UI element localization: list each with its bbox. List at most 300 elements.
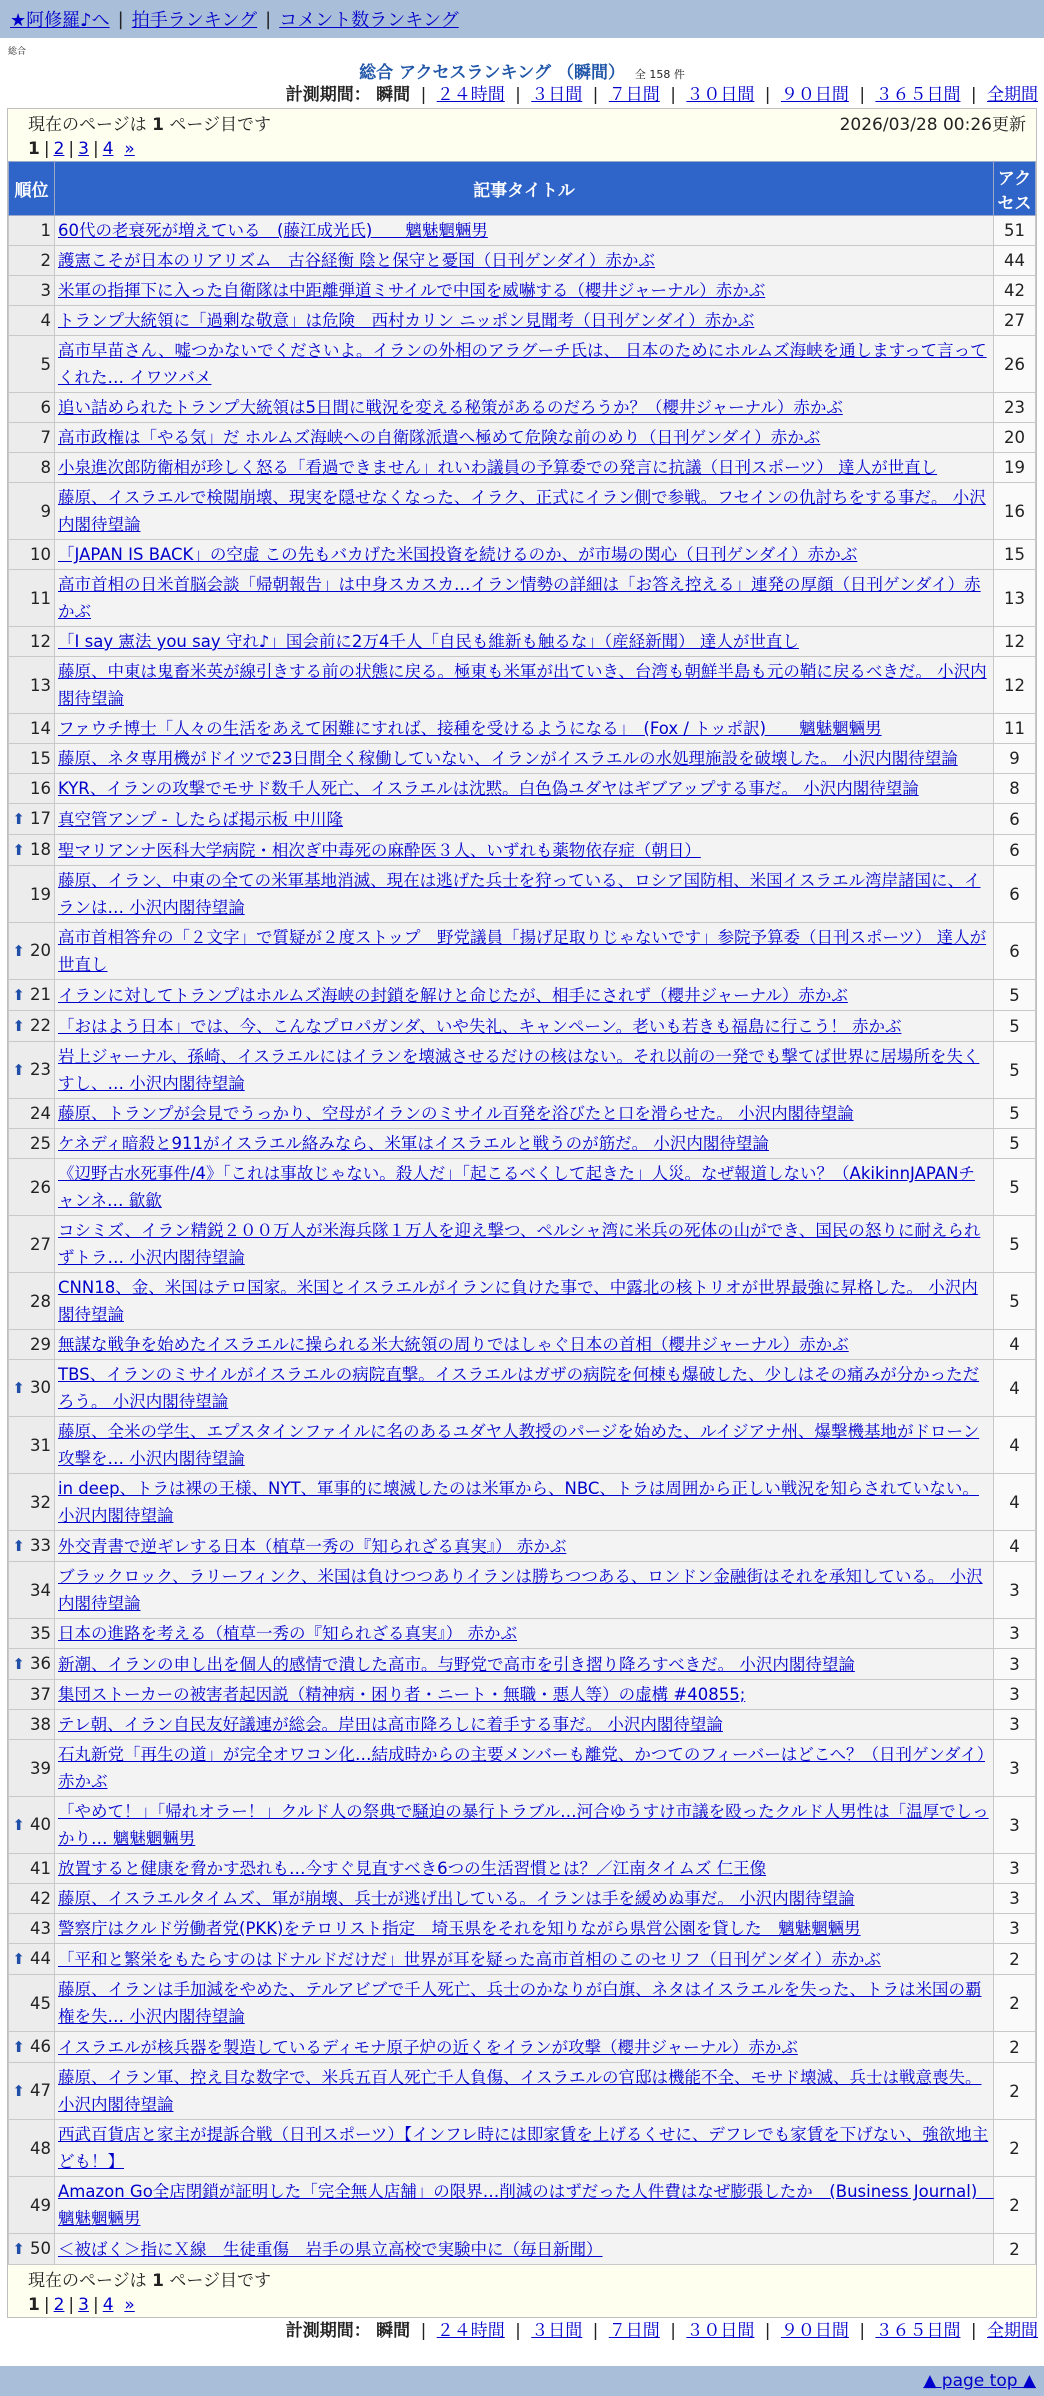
table-row (9, 1216, 1036, 1273)
rank-cell (9, 835, 55, 866)
table-row (9, 1740, 1036, 1797)
rank-cell (9, 744, 55, 774)
article-title-link[interactable]: 真空管アンプ - したらば掲示板 中川隆 (58, 809, 344, 829)
header-access: アクセス (994, 162, 1036, 216)
article-title-link[interactable]: TBS、イランのミサイルがイスラエルの病院直撃。イスラエルはガザの病院を何棟も爆破した、少しはその痛みが分かっただろう。 小沢内閣待望論 (58, 1365, 980, 1411)
access-count: 9 (994, 744, 1036, 774)
rank-cell (9, 1216, 55, 1273)
rank-number: 43 (30, 1919, 51, 1938)
access-count: 12 (994, 657, 1036, 714)
rank-number: 5 (40, 354, 51, 374)
article-title-link[interactable]: 集団ストーカーの被害者起因説（精神病・困り者・ニート・無職・悪人等）の虚構 #40855; (58, 1685, 746, 1704)
page-link-4[interactable]: 4 (102, 2295, 114, 2315)
table-row (9, 336, 1036, 393)
rank-cell (9, 1975, 55, 2032)
table-row (9, 1649, 1036, 1680)
rank-number: 31 (30, 1435, 51, 1455)
article-title-link[interactable]: 高市政権は「やる気」だ ホルムズ海峡への自衛隊派遣へ極めて危険な前のめり（日刊ゲンダイ）赤かぶ (58, 428, 821, 447)
access-count: 4 (994, 1531, 1036, 1562)
rank-number: 10 (30, 545, 51, 564)
rank-up-arrow-icon: ⬆ (12, 1379, 25, 1397)
page-link-3[interactable]: 3 (78, 2295, 89, 2315)
rank-number: 7 (40, 428, 51, 447)
title-cell (55, 393, 994, 423)
rank-number: 29 (30, 1335, 51, 1354)
rank-cell (9, 866, 55, 923)
rank-number: 19 (30, 884, 51, 904)
article-title-link[interactable]: 高市早苗さん、嘘つかないでくださいよ。イランの外相のアラグーチ氏は、 日本のためにホルムズ海峡を通しますって言ってくれた… イワツバメ (58, 341, 987, 387)
pager-text: 現在のページは (28, 115, 147, 135)
site-label: 総合 (8, 47, 27, 57)
access-count: 23 (994, 393, 1036, 423)
rank-number: 49 (30, 2195, 51, 2215)
pagination (28, 137, 1026, 161)
rank-cell (9, 1273, 55, 1330)
article-title-link[interactable]: 藤原、イラン、中東の全ての米軍基地消滅、現在は逃げた兵士を狩っている、ロシア国防相、米国イスラエル湾岸諸国に、イランは… 小沢内閣待望論 (58, 871, 981, 917)
table-row (9, 2120, 1036, 2177)
rank-number: 6 (40, 398, 51, 417)
rank-cell (9, 336, 55, 393)
table-row (9, 1099, 1036, 1129)
title-cell (55, 980, 994, 1011)
access-count: 11 (994, 714, 1036, 744)
access-count: 19 (994, 453, 1036, 483)
access-count: 44 (994, 246, 1036, 276)
table-row (9, 306, 1036, 336)
table-row (9, 1854, 1036, 1884)
page-next-link[interactable]: » (124, 2295, 135, 2315)
rank-number: 2 (40, 251, 51, 270)
period-separator: | (764, 85, 771, 105)
page-separator: | (68, 2295, 75, 2315)
title-cell (55, 2120, 994, 2177)
article-title-link[interactable]: 藤原、イランは手加減をやめた、テルアビブで千人死亡、兵士のかなりが白旗、ネタはイスラエルを失った、トラは米国の覇権を失… 小沢内閣待望論 (58, 1980, 982, 2026)
access-count: 8 (994, 774, 1036, 804)
rank-number: 17 (30, 809, 51, 828)
rank-number: 1 (40, 221, 51, 240)
rank-cell (9, 216, 55, 246)
footer-bar (0, 2366, 1044, 2396)
period-separator: | (859, 85, 866, 105)
article-title-link[interactable]: ファウチ博士「人々の生活をあえて困難にすれば、接種を受けるようになる」 (Fox / トッポ訳) 魑魅魍魎男 (58, 719, 882, 738)
rank-cell (9, 2063, 55, 2120)
table-row (9, 276, 1036, 306)
title-cell (55, 483, 994, 540)
ranking-table (8, 161, 1036, 2265)
article-title-link[interactable]: 外交青書で逆ギレする日本（植草一秀の『知られざる真実』） 赤かぶ (58, 1536, 567, 1556)
article-title-link[interactable]: 60代の老衰死が増えている (藤江成光氏) 魑魅魍魎男 (58, 221, 488, 240)
period-separator: | (592, 85, 599, 105)
period-separator: | (970, 85, 977, 105)
rank-number: 12 (30, 632, 51, 651)
article-title-link[interactable]: in deep、トラは裸の王様、NYT、軍事的に壊滅したのは米軍から、NBC、トラは周囲から正しい戦況を知らされていない。 小沢内閣待望論 (58, 1479, 979, 1525)
rank-number: 3 (40, 281, 51, 300)
title-cell (55, 1159, 994, 1216)
title-cell (55, 1216, 994, 1273)
rank-cell (9, 306, 55, 336)
rank-cell (9, 423, 55, 453)
rank-cell (9, 1797, 55, 1854)
table-row (9, 1710, 1036, 1740)
rank-cell (9, 1944, 55, 1975)
rank-cell (9, 1884, 55, 1914)
rank-cell (9, 2032, 55, 2063)
comment-ranking-link[interactable]: コメント数ランキング (279, 10, 459, 31)
access-count: 3 (994, 1619, 1036, 1649)
title-cell (55, 1042, 994, 1099)
table-row (9, 1975, 1036, 2032)
rank-number: 4 (40, 311, 51, 330)
title-cell (55, 1884, 994, 1914)
table-row (9, 1531, 1036, 1562)
rank-number: 28 (30, 1291, 51, 1311)
access-count: 5 (994, 1011, 1036, 1042)
article-title-link[interactable]: 護憲こそが日本のリアリズム 古谷経衡 陰と保守と憂国（日刊ゲンダイ）赤かぶ (58, 251, 655, 270)
rank-number: 40 (30, 1815, 51, 1834)
rank-up-arrow-icon: ⬆ (12, 986, 25, 1004)
rank-number: 30 (30, 1378, 51, 1397)
article-title-link[interactable]: イスラエルが核兵器を製造しているディモナ原子炉の近くをイランが攻撃（櫻井ジャーナル）赤かぶ (58, 2037, 798, 2057)
rank-up-arrow-icon: ⬆ (12, 2038, 25, 2056)
rank-number: 45 (30, 1993, 51, 2013)
article-title-link[interactable]: 「I say 憲法 you say 守れ♪」国会前に2万4千人「自民も維新も触るな」（産経新聞） 達人が世直し (58, 632, 799, 651)
table-row (9, 1562, 1036, 1619)
rank-cell (9, 1330, 55, 1360)
access-count: 5 (994, 1216, 1036, 1273)
period-3d-link[interactable]: ３日間 (531, 85, 583, 105)
period-30d-link[interactable]: ３０日間 (686, 85, 755, 105)
rank-cell (9, 1474, 55, 1531)
period-selector-top (0, 82, 1044, 108)
rank-number: 48 (30, 2138, 51, 2158)
page-link-3[interactable]: 3 (78, 139, 89, 159)
page-link-2[interactable]: 2 (53, 2295, 65, 2315)
title-cell (55, 1854, 994, 1884)
access-count: 4 (994, 1360, 1036, 1417)
table-row (9, 1944, 1036, 1975)
title-cell (55, 1740, 994, 1797)
rank-number: 20 (30, 941, 51, 960)
table-row (9, 423, 1036, 453)
page-next-link[interactable]: » (124, 139, 135, 159)
page-title-text: 総合 アクセスランキング （瞬間） (359, 63, 625, 83)
rank-number: 44 (30, 1949, 51, 1968)
table-row (9, 1884, 1036, 1914)
title-cell (55, 657, 994, 714)
period-365d-link[interactable]: ３６５日間 (875, 85, 961, 105)
rank-number: 34 (30, 1580, 51, 1600)
article-title-link[interactable]: 藤原、イラン軍、控え目な数字で、米兵五百人死亡千人負傷、イスラエルの官邸は機能不全、モサド壊滅、兵士は戦意喪失。 小沢内閣待望論 (58, 2068, 982, 2114)
rank-number: 13 (30, 675, 51, 695)
current-page-text (28, 113, 271, 137)
article-title-link[interactable]: 石丸新党「再生の道」が完全オワコン化…結成時からの主要メンバーも離党、かつてのフィーバーはどこへ？（日刊ゲンダイ）赤かぶ (58, 1745, 985, 1791)
rank-up-arrow-icon: ⬆ (12, 1537, 25, 1555)
table-row (9, 1417, 1036, 1474)
rank-cell (9, 1854, 55, 1884)
table-row (9, 246, 1036, 276)
page-link-4[interactable]: 4 (102, 139, 114, 159)
article-title-link[interactable]: 岩上ジャーナル、孫崎、イスラエルにはイランを壊滅させるだけの核はない。それ以前の一発でも撃てば世界に居場所を失くすし、… 小沢内閣待望論 (58, 1047, 980, 1093)
applause-ranking-link[interactable]: 拍手ランキング (131, 10, 258, 31)
article-title-link[interactable]: 藤原、イスラエルで検閲崩壊、現実を隠せなくなった、イラク、正式にイラン側で参戦。フセインの仇討ちをする事だ。 小沢内閣待望論 (58, 488, 986, 534)
article-title-link[interactable]: 新潮、イランの申し出を個人的感情で潰した高市。与野党で高市を引き摺り降ろすべきだ。 小沢内閣待望論 (58, 1654, 855, 1674)
period-365d-link[interactable]: ３６５日間 (875, 2321, 961, 2341)
table-row (9, 1273, 1036, 1330)
period-all-link[interactable]: 全期間 (987, 2321, 1038, 2341)
table-header-row (9, 162, 1036, 216)
rank-cell (9, 627, 55, 657)
table-row (9, 216, 1036, 246)
access-count: 4 (994, 1417, 1036, 1474)
table-row (9, 1159, 1036, 1216)
article-title-link[interactable]: 警察庁はクルド労働者党(PKK)をテロリスト指定 埼玉県をそれを知りながら県営公園を貸した 魑魅魍魎男 (58, 1919, 861, 1938)
page-title (0, 58, 1044, 82)
title-cell (55, 2032, 994, 2063)
access-count: 4 (994, 1330, 1036, 1360)
article-title-link[interactable]: 藤原、ネタ専用機がドイツで23日間全く稼働していない、イランがイスラエルの水処理施設を破壊した。 小沢内閣待望論 (58, 749, 958, 768)
table-row (9, 1619, 1036, 1649)
rank-number: 46 (30, 2037, 51, 2056)
article-title-link[interactable]: コシミズ、イラン精鋭２００万人が米海兵隊１万人を迎え撃つ、ペルシャ湾に米兵の死体の山ができ、国民の怒りに耐えられずトラ… 小沢内閣待望論 (58, 1221, 981, 1267)
article-title-link[interactable]: 小泉進次郎防衛相が珍しく怒る「看過できません」れいわ議員の予算委での発言に抗議（日刊スポーツ） 達人が世直し (58, 458, 938, 477)
article-title-link[interactable]: 「おはよう日本」では、今、こんなプロパガンダ、いや失礼、キャンペーン。老いも若きも福島に行こう！ 赤かぶ (58, 1016, 902, 1036)
rank-cell (9, 453, 55, 483)
page-top-link[interactable]: ▲ page top ▲ (923, 2371, 1036, 2391)
rank-cell (9, 483, 55, 540)
rank-cell (9, 1562, 55, 1619)
period-separator: | (592, 2321, 599, 2341)
article-title-link[interactable]: 藤原、イスラエルタイムズ、軍が崩壊、兵士が逃げ出している。イランは手を緩めぬ事だ。 小沢内閣待望論 (58, 1889, 855, 1908)
table-row (9, 1011, 1036, 1042)
period-label: 計測期間： (285, 2321, 371, 2341)
period-24h-link[interactable]: ２４時間 (436, 85, 505, 105)
rank-cell (9, 1159, 55, 1216)
pager-text: ページ目です (169, 115, 271, 135)
total-count: 全 158 件 (634, 68, 685, 81)
title-cell (55, 1330, 994, 1360)
article-title-link[interactable]: ＜被ばく＞指にＸ線 生徒重傷 岩手の県立高校で実験中に（毎日新聞） (58, 2239, 603, 2259)
period-90d-link[interactable]: ９０日間 (780, 85, 849, 105)
title-cell (55, 1417, 994, 1474)
title-cell (55, 1797, 994, 1854)
rank-number: 11 (30, 588, 51, 608)
rank-number: 21 (30, 985, 51, 1004)
rank-number: 9 (40, 501, 51, 521)
period-label: 計測期間： (285, 85, 371, 105)
title-cell (55, 1011, 994, 1042)
period-all-link[interactable]: 全期間 (987, 85, 1038, 105)
rank-number: 25 (30, 1134, 51, 1153)
rank-number: 22 (30, 1016, 51, 1035)
rank-number: 27 (30, 1234, 51, 1254)
access-count: 6 (994, 923, 1036, 980)
article-title-link[interactable]: テレ朝、イラン自民友好議連が総会。岸田は高市降ろしに着手する事だ。 小沢内閣待望論 (58, 1715, 723, 1734)
rank-number: 42 (30, 1889, 51, 1908)
rank-number: 41 (30, 1859, 51, 1878)
table-row (9, 774, 1036, 804)
table-row (9, 1360, 1036, 1417)
article-title-link[interactable]: 放置すると健康を脅かす恐れも…今すぐ見直すべき6つの生活習慣とは？／江南タイムズ 仁王像 (58, 1859, 767, 1878)
pager-text: 現在のページは (28, 2271, 147, 2291)
article-title-link[interactable]: 追い詰められたトランプ大統領は5日間に戦況を変える秘策があるのだろうか？（櫻井ジャーナル）赤かぶ (58, 398, 843, 417)
article-title-link[interactable]: Amazon Go全店閉鎖が証明した「完全無人店舗」の限界…削減のはずだった人件費はなぜ膨張したか (Business Journal) 魑魅魍魎男 (58, 2182, 994, 2228)
title-cell (55, 744, 994, 774)
page-separator: | (92, 139, 99, 159)
rank-up-arrow-icon: ⬆ (12, 942, 25, 960)
table-row (9, 2063, 1036, 2120)
rank-number: 38 (30, 1715, 51, 1734)
article-title-link[interactable]: 米軍の指揮下に入った自衛隊は中距離弾道ミサイルで中国を威嚇する（櫻井ジャーナル）赤かぶ (58, 281, 766, 300)
period-current: 瞬間 (376, 85, 411, 105)
rank-cell (9, 714, 55, 744)
access-count: 5 (994, 1042, 1036, 1099)
title-cell (55, 2063, 994, 2120)
period-30d-link[interactable]: ３０日間 (686, 2321, 755, 2341)
access-count: 2 (994, 1944, 1036, 1975)
article-title-link[interactable]: トランプ大統領に「過剰な敬意」は危険 西村カリン ニッポン見聞考（日刊ゲンダイ）赤かぶ (58, 311, 755, 330)
article-title-link[interactable]: 高市首相答弁の「２文字」で質疑が２度ストップ 野党議員「揚げ足取りじゃないです」参院予算委（日刊スポーツ） 達人が世直し (58, 928, 987, 974)
access-count: 2 (994, 2120, 1036, 2177)
title-cell (55, 1562, 994, 1619)
title-cell (55, 336, 994, 393)
table-row (9, 1797, 1036, 1854)
access-count: 3 (994, 1710, 1036, 1740)
nav-separator: | (117, 8, 124, 30)
table-row (9, 1914, 1036, 1944)
title-cell (55, 774, 994, 804)
period-24h-link[interactable]: ２４時間 (436, 2321, 505, 2341)
period-separator: | (420, 85, 427, 105)
rank-cell (9, 2120, 55, 2177)
article-title-link[interactable]: 「平和と繁栄をもたらすのはドナルドだけだ」世界が耳を疑った高市首相のこのセリフ（日刊ゲンダイ）赤かぶ (58, 1949, 881, 1969)
title-cell (55, 216, 994, 246)
rank-number: 16 (30, 779, 51, 798)
top-nav (0, 0, 1044, 38)
title-cell (55, 1273, 994, 1330)
title-cell (55, 1914, 994, 1944)
nav-separator: | (265, 8, 272, 30)
title-cell (55, 423, 994, 453)
table-row (9, 1129, 1036, 1159)
article-title-link[interactable]: 高市首相の日米首脳会談「帰朝報告」は中身スカスカ…イラン情勢の詳細は「お答え控える」連発の厚顔（日刊ゲンダイ）赤かぶ (58, 575, 981, 621)
title-cell (55, 1649, 994, 1680)
access-count: 13 (994, 570, 1036, 627)
rank-number: 35 (30, 1624, 51, 1643)
article-title-link[interactable]: 《辺野古水死事件/4》「これは事故じゃない。殺人だ」「起こるべくして起きた」人災。なぜ報道しない？（AkikinnJAPANチャンネ… 歙歙 (58, 1164, 975, 1210)
access-count: 27 (994, 306, 1036, 336)
ranking-frame (7, 108, 1037, 2318)
access-count: 5 (994, 980, 1036, 1011)
article-title-link[interactable]: 「やめて！」「帰れオラー！」クルド人の祭典で騒迫の暴行トラブル…河合ゆうすけ市議を殴ったクルド人男性は「温厚でしっかり… 魑魅魍魎男 (58, 1802, 989, 1848)
period-7d-link[interactable]: ７日間 (608, 2321, 660, 2341)
title-cell (55, 570, 994, 627)
title-cell (55, 923, 994, 980)
rank-up-arrow-icon: ⬆ (12, 2240, 25, 2258)
period-3d-link[interactable]: ３日間 (531, 2321, 583, 2341)
period-separator: | (515, 85, 521, 105)
access-count: 15 (994, 540, 1036, 570)
title-cell (55, 1531, 994, 1562)
article-title-link[interactable]: 西武百貨店と家主が提訴合戦（日刊スポーツ）【インフレ時には即家賃を上げるくせに、デフレでも家賃を下げない、強欲地主ども！】 (58, 2125, 989, 2171)
rank-number: 24 (30, 1104, 51, 1123)
rank-cell (9, 1914, 55, 1944)
rank-up-arrow-icon: ⬆ (12, 1017, 25, 1035)
current-page-text (28, 2269, 271, 2293)
access-count: 3 (994, 1562, 1036, 1619)
table-row (9, 866, 1036, 923)
access-count: 2 (994, 2063, 1036, 2120)
rank-number: 36 (30, 1654, 51, 1673)
rank-cell (9, 1360, 55, 1417)
rank-number: 14 (30, 719, 51, 738)
rank-cell (9, 2177, 55, 2234)
pager-top (8, 109, 1036, 161)
title-cell (55, 2177, 994, 2234)
rank-cell (9, 1129, 55, 1159)
article-title-link[interactable]: 日本の進路を考える（植草一秀の『知られざる真実』） 赤かぶ (58, 1624, 517, 1643)
period-7d-link[interactable]: ７日間 (608, 85, 660, 105)
access-count: 3 (994, 1680, 1036, 1710)
title-cell (55, 1129, 994, 1159)
article-title-link[interactable]: 聖マリアンナ医科大学病院・相次ぎ中毒死の麻酔医３人、いずれも薬物依存症（朝日） (58, 840, 701, 860)
access-count: 20 (994, 423, 1036, 453)
home-link[interactable]: ★阿修羅♪へ (10, 10, 110, 31)
article-title-link[interactable]: 藤原、トランプが会見でうっかり、空母がイランのミサイル百発を浴びたと口を滑らせた。 小沢内閣待望論 (58, 1104, 854, 1123)
article-title-link[interactable]: 無謀な戦争を始めたイスラエルに操られる米大統領の周りではしゃぐ日本の首相（櫻井ジャーナル）赤かぶ (58, 1335, 849, 1354)
table-row (9, 980, 1036, 1011)
access-count: 6 (994, 835, 1036, 866)
article-title-link[interactable]: イランに対してトランプはホルムズ海峡の封鎖を解けと命じたが、相手にされず（櫻井ジャーナル）赤かぶ (58, 985, 848, 1005)
article-title-link[interactable]: 「JAPAN IS BACK」の空虚 この先もバカげた米国投資を続けるのか、が市場の関心（日刊ゲンダイ）赤かぶ (58, 545, 858, 564)
access-count: 51 (994, 216, 1036, 246)
access-count: 3 (994, 1649, 1036, 1680)
rank-cell (9, 1011, 55, 1042)
rank-cell (9, 1531, 55, 1562)
pagination (28, 2293, 1026, 2317)
access-count: 2 (994, 2177, 1036, 2234)
period-separator: | (420, 2321, 427, 2341)
title-cell (55, 276, 994, 306)
article-title-link[interactable]: 藤原、中東は鬼畜米英が線引きする前の状態に戻る。極東も米軍が出ていき、台湾も朝鮮半島も元の鞘に戻るべきだ。 小沢内閣待望論 (58, 662, 987, 708)
rank-cell (9, 1042, 55, 1099)
article-title-link[interactable]: CNN18、金、米国はテロ国家。米国とイスラエルがイランに負けた事で、中露北の核トリオが世界最強に昇格した。 小沢内閣待望論 (58, 1278, 978, 1324)
access-count: 3 (994, 1797, 1036, 1854)
page-current: 1 (28, 2295, 40, 2315)
period-separator: | (859, 2321, 866, 2341)
ranking-table-body (9, 216, 1036, 2265)
article-title-link[interactable]: KYR、イランの攻撃でモサド数千人死亡、イスラエルは沈黙。白色偽ユダヤはギブアップする事だ。 小沢内閣待望論 (58, 779, 919, 798)
table-row (9, 923, 1036, 980)
page-separator: | (43, 139, 50, 159)
access-count: 2 (994, 2234, 1036, 2265)
rank-cell (9, 1710, 55, 1740)
rank-number: 26 (30, 1177, 51, 1197)
page-separator: | (68, 139, 75, 159)
article-title-link[interactable]: ブラックロック、ラリーフィンク、米国は負けつつありイランは勝ちつつある、ロンドン金融街はそれを承知している。 小沢内閣待望論 (58, 1567, 983, 1613)
pager-page-number: 1 (152, 2271, 164, 2291)
rank-cell (9, 1680, 55, 1710)
period-90d-link[interactable]: ９０日間 (780, 2321, 849, 2341)
access-count: 3 (994, 1914, 1036, 1944)
pager-bottom (8, 2265, 1036, 2317)
title-cell (55, 540, 994, 570)
table-row (9, 1042, 1036, 1099)
title-cell (55, 627, 994, 657)
page-link-2[interactable]: 2 (53, 139, 65, 159)
article-title-link[interactable]: ケネディ暗殺と911がイスラエル絡みなら、米軍はイスラエルと戦うのが筋だ。 小沢内閣待望論 (58, 1134, 769, 1153)
article-title-link[interactable]: 藤原、全米の学生、エプスタインファイルに名のあるユダヤ人教授のパージを始めた、ルイジアナ州、爆撃機基地がドローン攻撃を… 小沢内閣待望論 (58, 1422, 980, 1468)
rank-cell (9, 1740, 55, 1797)
